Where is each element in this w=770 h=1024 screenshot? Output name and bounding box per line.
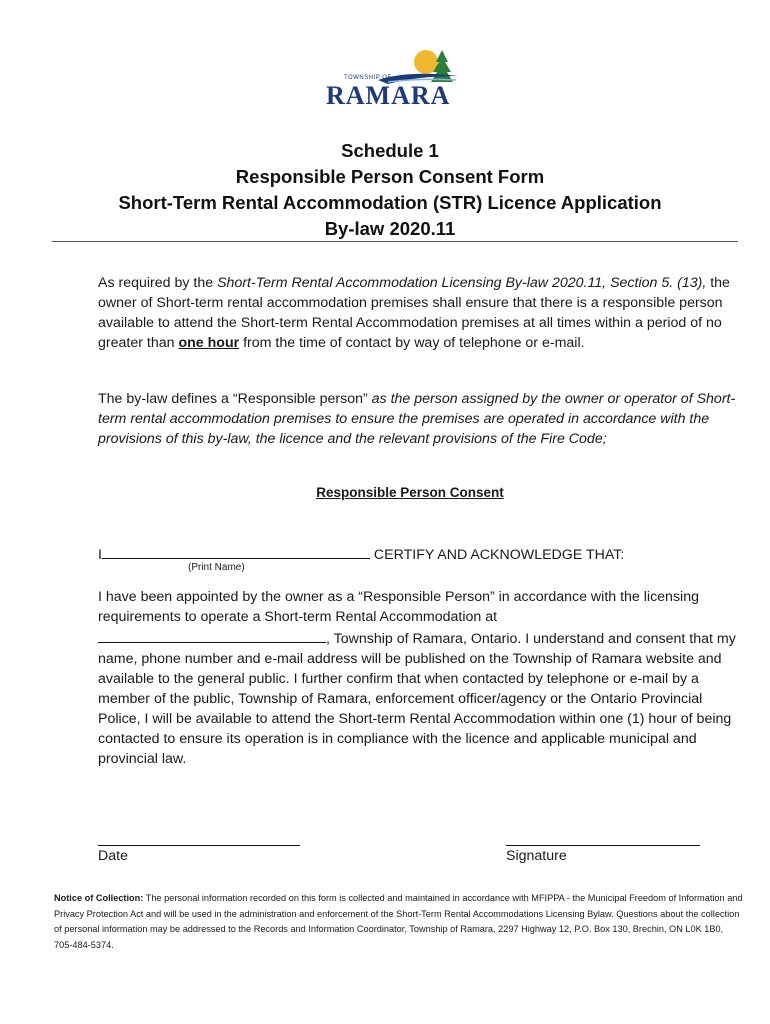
schedule-heading: Schedule 1 (341, 140, 439, 161)
signature-label: Signature (506, 848, 567, 864)
one-hour-emphasis: one hour (178, 335, 240, 351)
date-label: Date (98, 848, 128, 864)
consent-subheading: Responsible Person Consent (316, 485, 504, 500)
ramara-logo-graphic (318, 46, 468, 108)
logo-name: RAMARA (326, 81, 451, 108)
consent-paragraph: I have been appointed by the owner as a “Responsible Person” in accordance with the licensing requirements to operate a Short-term Rental Accommodation at , Township of Ramara, Ontario. I understand and consent that my name, phone number and e-mail address will be published on the Township of Ramara website and available to the general public. I further confirm that when contacted by telephone or e-mail by a member of the public, Township of Ramara, enforcement officer/agency or the Ontario Provincial Police, I will be available to attend the Short-term Rental Accommodation within one (1) hour of being contacted to ensure its operation is in compliance with the licence and applicable municipal and provincial law. (98, 589, 736, 767)
bylaw-reference: Short-Term Rental Accommodation Licensing By-law 2020.11, Section 5. (13), (217, 275, 707, 291)
form-title-block (0, 138, 770, 242)
bylaw-heading: By-law 2020.11 (324, 218, 456, 239)
notice-of-collection: Notice of Collection: The personal information recorded on this form is collected and maintained in accordance with MFIPPA - the Municipal Freedom of Information and Privacy Protection Act and will be used in the administration and enforcement of the Short-Term Rental Accommodations Licensing Bylaw. Questions about the collection of personal information may be addressed to the Records and Information Coordinator, Township of Ramara, 2297 Highway 12, P.O. Box 130, Brechin, ON L0K 1B0, 705-484-5374. (54, 893, 743, 950)
definition-paragraph: The by-law defines a “Responsible person” as the person assigned by the owner or operator of Short-term rental accommodation premises to ensure the premises are operated in accordance with the provisions of this by-law, the licence and the relevant provisions of the Fire Code; (98, 391, 736, 447)
print-name-field[interactable] (102, 543, 370, 559)
requirement-paragraph: As required by the Short-Term Rental Accommodation Licensing By-law 2020.11, Section 5. (13), the owner of Short-term rental accommodation premises shall ensure that there is a responsible person available to attend the Short-term Rental Accommodation premises at all times within a period of no greater than one hour from the time of contact by way of telephone or e-mail. (98, 275, 730, 351)
logo-top-text: TOWNSHIP OF (344, 75, 392, 81)
address-field[interactable] (98, 627, 326, 643)
definition-text: as the person assigned by the owner or operator of Short-term rental accommodation premises to ensure the premises are operated in accordance with the provisions of this by-law, the licence and the relevant provisions of the Fire Code; (98, 391, 736, 447)
notice-label: Notice of Collection: (54, 893, 144, 903)
heading-divider (52, 241, 738, 242)
date-field[interactable] (98, 845, 300, 846)
print-name-label: (Print Name) (188, 562, 245, 573)
application-heading: Short-Term Rental Accommodation (STR) Licence Application (118, 192, 662, 213)
township-logo (318, 46, 468, 108)
signature-field[interactable] (506, 845, 700, 846)
certify-line: I CERTIFY AND ACKNOWLEDGE THAT: (98, 543, 624, 565)
form-heading: Responsible Person Consent Form (235, 166, 545, 187)
